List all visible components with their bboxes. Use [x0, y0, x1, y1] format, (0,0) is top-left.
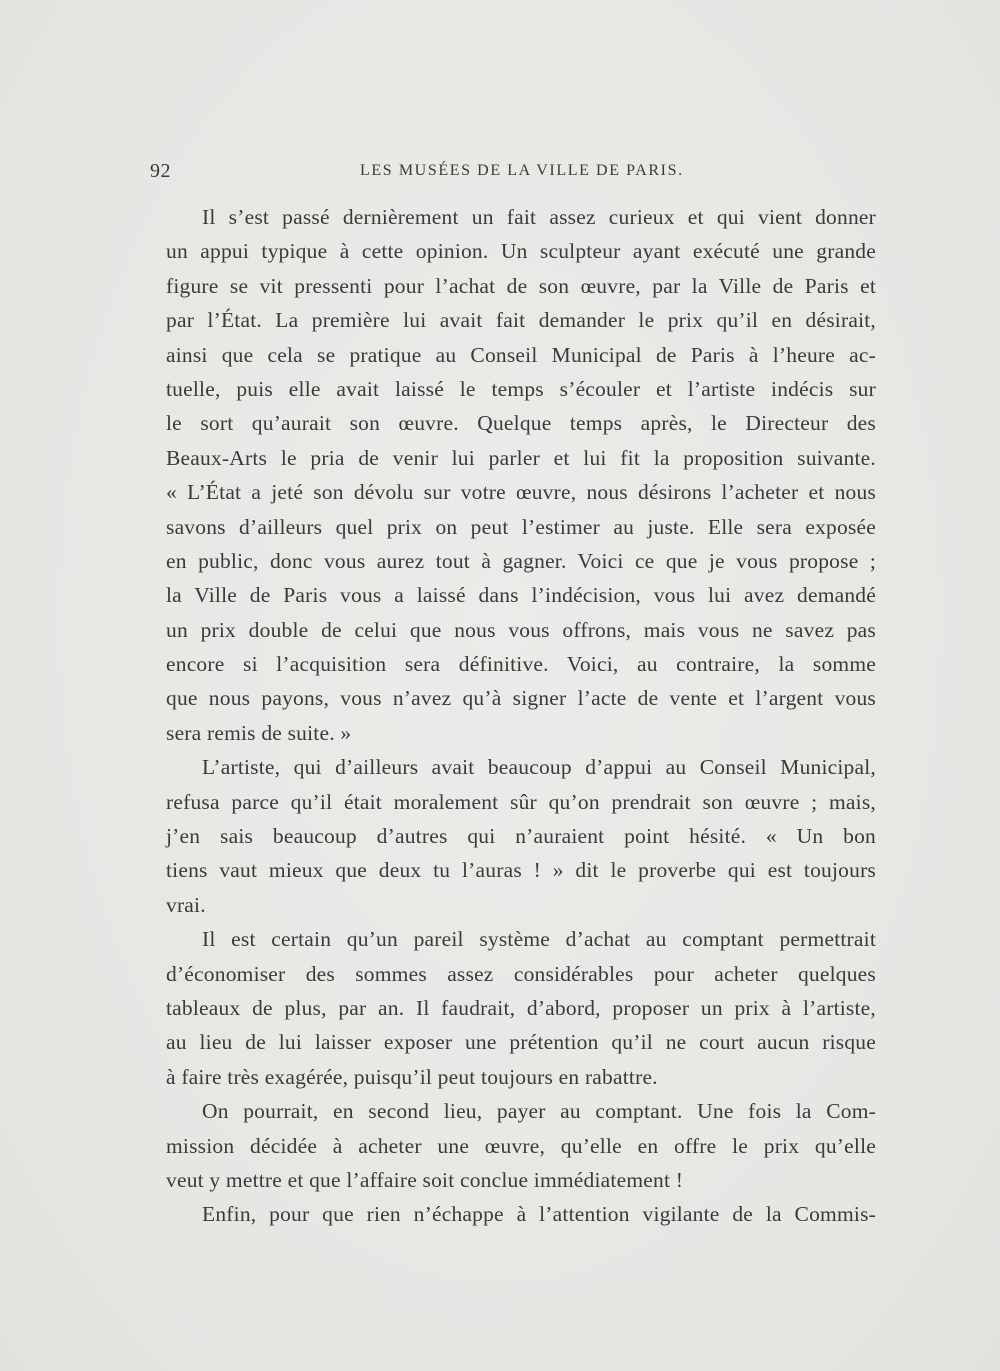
text-line: Beaux-Arts le pria de venir lui parler et lui fit la proposition suivante.: [166, 445, 876, 470]
text-line: la Ville de Paris vous a laissé dans l’indécision, vous lui avez demandé: [166, 583, 876, 608]
text-line: tuelle, puis elle avait laissé le temps s’écouler et l’artiste indécis sur: [166, 376, 876, 401]
running-head: [150, 160, 870, 186]
text-line: que nous payons, vous n’avez qu’à signer l’acte de vente et l’argent vous: [166, 686, 876, 711]
text-line: Il s’est passé dernièrement un fait assez curieux et qui vient donner: [202, 205, 876, 229]
text-line: en public, donc vous aurez tout à gagner. Voici ce que je vous propose ;: [166, 548, 876, 573]
text-line: Il est certain qu’un pareil système d’achat au comptant permettrait: [202, 927, 876, 952]
text-line: ainsi que cela se pratique au Conseil Municipal de Paris à l’heure ac-: [166, 342, 876, 367]
running-title: LES MUSÉES DE LA VILLE DE PARIS.: [360, 162, 684, 179]
text-line: par l’État. La première lui avait fait demander le prix qu’il en désirait,: [166, 308, 876, 333]
text-line: un appui typique à cette opinion. Un sculpteur ayant exécuté une grande: [166, 239, 876, 264]
text-line: On pourrait, en second lieu, payer au comptant. Une fois la Com-: [202, 1099, 876, 1124]
text-line: veut y mettre et que l’affaire soit conclue immédiatement !: [166, 1167, 684, 1192]
text-line: vrai.: [166, 892, 206, 917]
text-line: figure se vit pressenti pour l’achat de son œuvre, par la Ville de Paris et: [166, 273, 876, 298]
text-line: savons d’ailleurs quel prix on peut l’estimer au juste. Elle sera exposée: [166, 514, 876, 539]
page-number: 92: [150, 160, 171, 182]
text-line: « L’État a jeté son dévolu sur votre œuvre, nous désirons l’acheter et nous: [166, 480, 876, 505]
text-line: le sort qu’aurait son œuvre. Quelque temps après, le Directeur des: [166, 411, 876, 436]
text-line: tableaux de plus, par an. Il faudrait, d’abord, proposer un prix à l’artiste,: [166, 995, 876, 1020]
text-line: d’économiser des sommes assez considérables pour acheter quelques: [166, 961, 876, 986]
text-line: un prix double de celui que nous vous offrons, mais vous ne savez pas: [166, 617, 876, 642]
text-line: mission décidée à acheter une œuvre, qu’elle en offre le prix qu’elle: [166, 1133, 876, 1158]
text-line: encore si l’acquisition sera définitive. Voici, au contraire, la somme: [166, 652, 876, 677]
body-text: [166, 200, 876, 1232]
text-line: au lieu de lui laisser exposer une prétention qu’il ne court aucun risque: [166, 1030, 876, 1055]
text-line: j’en sais beaucoup d’autres qui n’auraient point hésité. « Un bon: [166, 824, 876, 849]
text-line: à faire très exagérée, puisqu’il peut toujours en rabattre.: [166, 1064, 658, 1089]
text-line: Enfin, pour que rien n’échappe à l’attention vigilante de la Commis-: [202, 1202, 876, 1227]
text-line: L’artiste, qui d’ailleurs avait beaucoup d’appui au Conseil Municipal,: [202, 755, 876, 780]
text-line: refusa parce qu’il était moralement sûr qu’on prendrait son œuvre ; mais,: [166, 789, 876, 814]
text-line: sera remis de suite. »: [166, 720, 352, 745]
text-line: tiens vaut mieux que deux tu l’auras ! » dit le proverbe qui est toujours: [166, 858, 876, 883]
